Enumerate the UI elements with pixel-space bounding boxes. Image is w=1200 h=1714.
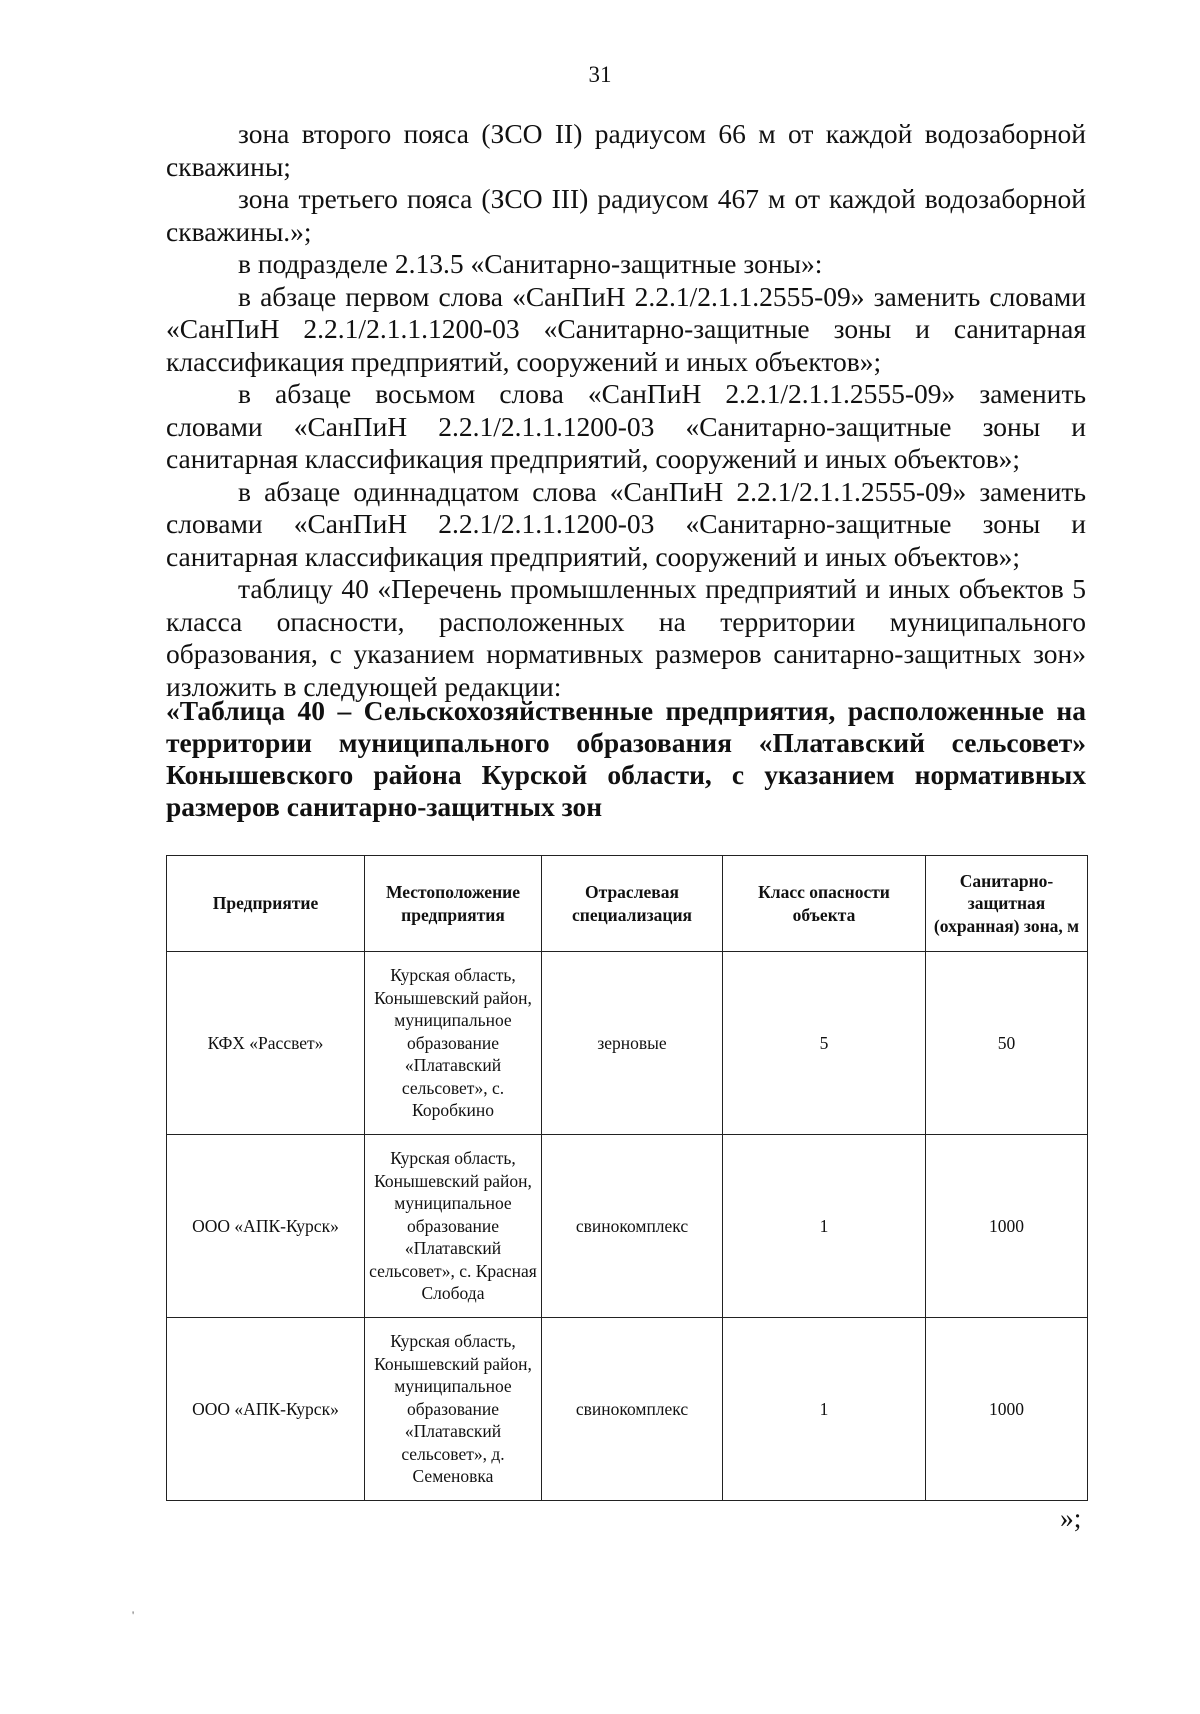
header-location: Местоположение предприятия: [365, 856, 542, 952]
paragraph: зона второго пояса (ЗСО II) радиусом 66 м от каждой водозаборной скважины;: [166, 118, 1086, 182]
paragraph: в абзаце одиннадцатом слова «СанПиН 2.2.1/2.1.1.2555-09» заменить словами «СанПиН 2.2.1/2.1.1.1200-03 «Санитарно-защитные зоны и санитарная классификация предприятий, сооружений и иных объектов»;: [166, 475, 1086, 572]
sanitary-zones-table: [166, 855, 1088, 1501]
paragraph: в абзаце первом слова «СанПиН 2.2.1/2.1.1.2555-09» заменить словами «СанПиН 2.2.1/2.1.1.1200-03 «Санитарно-защитные зоны и санитарная классификация предприятий, сооружений и иных объектов»;: [166, 280, 1086, 377]
cell-hazard-class: 5: [723, 952, 926, 1135]
sanitary-zones-table-wrap: [166, 855, 1087, 1501]
cell-location: Курская область, Конышевский район, муниципальное образование «Платавский сельсовет», с. Красная Слобода: [365, 1135, 542, 1318]
paragraph: в абзаце восьмом слова «СанПиН 2.2.1/2.1.1.2555-09» заменить словами «СанПиН 2.2.1/2.1.1.1200-03 «Санитарно-защитные зоны и санитарная классификация предприятий, сооружений и иных объектов»;: [166, 378, 1086, 474]
cell-enterprise: ООО «АПК-Курск»: [167, 1318, 365, 1501]
paragraph: зона третьего пояса (ЗСО III) радиусом 467 м от каждой водозаборной скважины.»;: [166, 183, 1086, 247]
table-title: «Таблица 40 – Сельскохозяйственные предприятия, расположенные на территории муниципального образования «Платавский сельсовет» Конышевского района Курской области, с указанием нормативных размеров санитарно-защитных зон: [166, 695, 1086, 822]
table-header-row: [167, 856, 1088, 952]
cell-sanitary-zone: 1000: [926, 1318, 1088, 1501]
table-row: [167, 1135, 1088, 1318]
cell-sanitary-zone: 1000: [926, 1135, 1088, 1318]
cell-location: Курская область, Конышевский район, муниципальное образование «Платавский сельсовет», с. Коробкино: [365, 952, 542, 1135]
body-text: [166, 118, 1086, 703]
header-hazard-class: Класс опасности объекта: [723, 856, 926, 952]
header-enterprise: Предприятие: [167, 856, 365, 952]
table-row: [167, 952, 1088, 1135]
cell-specialization: свинокомплекс: [542, 1318, 723, 1501]
cell-hazard-class: 1: [723, 1135, 926, 1318]
header-sanitary-zone: Санитарно-защитная (охранная) зона, м: [926, 856, 1088, 952]
header-specialization: Отраслевая специализация: [542, 856, 723, 952]
paragraph: в подразделе 2.13.5 «Санитарно-защитные зоны»:: [238, 248, 823, 279]
cell-enterprise: ООО «АПК-Курск»: [167, 1135, 365, 1318]
cell-location: Курская область, Конышевский район, муниципальное образование «Платавский сельсовет», д. Семеновка: [365, 1318, 542, 1501]
cell-enterprise: КФХ «Рассвет»: [167, 952, 365, 1135]
cell-specialization: зерновые: [542, 952, 723, 1135]
closing-quote: »;: [1060, 1502, 1082, 1533]
cell-sanitary-zone: 50: [926, 952, 1088, 1135]
table-row: [167, 1318, 1088, 1501]
page-number: 31: [588, 62, 612, 87]
cell-specialization: свинокомплекс: [542, 1135, 723, 1318]
margin-mark: ': [132, 1608, 135, 1622]
cell-hazard-class: 1: [723, 1318, 926, 1501]
paragraph: таблицу 40 «Перечень промышленных предприятий и иных объектов 5 класса опасности, расположенных на территории муниципального образования, с указанием нормативных размеров санитарно-защитных зон» изложить в следующей редакции:: [166, 573, 1086, 702]
